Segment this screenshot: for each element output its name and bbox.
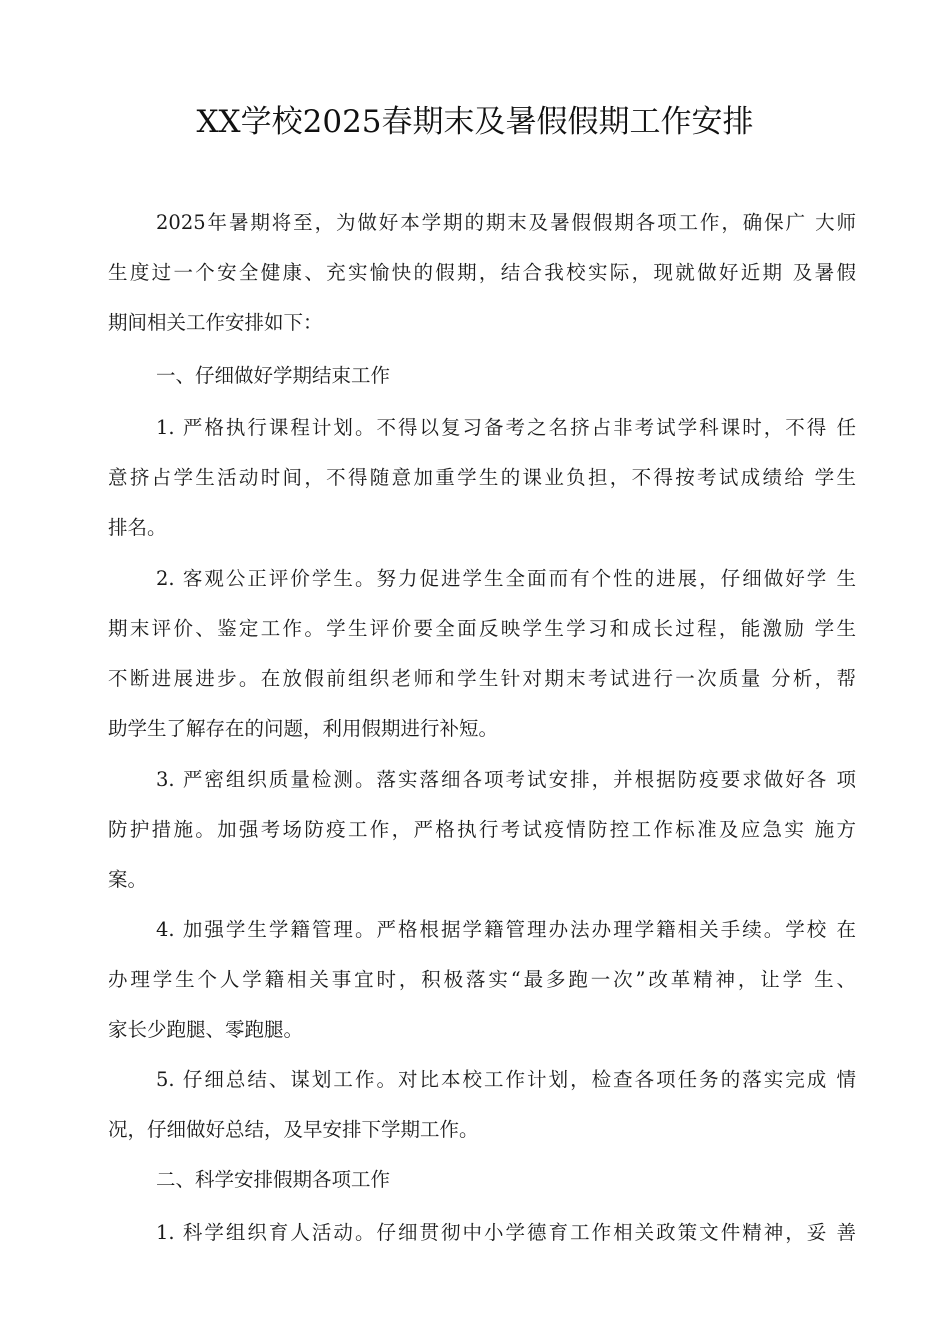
paragraph-line: 3. 严密组织质量检测。落实落细各项考试安排，并根据防疫要求做好各 项 — [156, 768, 856, 791]
paragraph-line: 2. 客观公正评价学生。努力促进学生全面而有个性的进展，仔细做好学 生 — [156, 567, 856, 590]
section-heading: 二、科学安排假期各项工作 — [156, 1168, 391, 1191]
paragraph-line: 期间相关工作安排如下： — [108, 311, 323, 334]
paragraph-line: 防护措施。加强考场防疫工作，严格执行考试疫情防控工作标准及应急实 施方 — [108, 818, 856, 841]
paragraph-line: 2025年暑期将至，为做好本学期的期末及暑假假期各项工作，确保广 大师 — [156, 211, 856, 234]
paragraph-line: 意挤占学生活动时间，不得随意加重学生的课业负担，不得按考试成绩给 学生 — [108, 466, 856, 489]
document-title: XX学校2025春期末及暑假假期工作安排 — [196, 104, 754, 140]
paragraph-line: 生度过一个安全健康、充实愉快的假期，结合我校实际，现就做好近期 及暑假 — [108, 261, 856, 284]
paragraph-line: 4. 加强学生学籍管理。严格根据学籍管理办法办理学籍相关手续。学校 在 — [156, 918, 856, 941]
paragraph-line: 况，仔细做好总结，及早安排下学期工作。 — [108, 1118, 479, 1141]
paragraph-line: 期末评价、鉴定工作。学生评价要全面反映学生学习和成长过程，能激励 学生 — [108, 617, 856, 640]
paragraph-line: 1. 严格执行课程计划。不得以复习备考之名挤占非考试学科课时，不得 任 — [156, 416, 856, 439]
paragraph-line: 5. 仔细总结、谋划工作。对比本校工作计划，检查各项任务的落实完成 情 — [156, 1068, 856, 1091]
paragraph-line: 案。 — [108, 868, 148, 891]
section-heading: 一、仔细做好学期结束工作 — [156, 364, 391, 387]
paragraph-line: 家长少跑腿、零跑腿。 — [108, 1018, 304, 1041]
paragraph-line: 不断进展进步。在放假前组织老师和学生针对期末考试进行一次质量 分析，帮 — [108, 667, 856, 690]
paragraph-line: 1. 科学组织育人活动。仔细贯彻中小学德育工作相关政策文件精神，妥 善 — [156, 1221, 856, 1244]
paragraph-line: 助学生了解存在的问题，利用假期进行补短。 — [108, 717, 499, 740]
paragraph-line: 办理学生个人学籍相关事宜时，积极落实“最多跑一次”改革精神，让学 生、 — [108, 968, 856, 991]
paragraph-line: 排名。 — [108, 516, 167, 539]
